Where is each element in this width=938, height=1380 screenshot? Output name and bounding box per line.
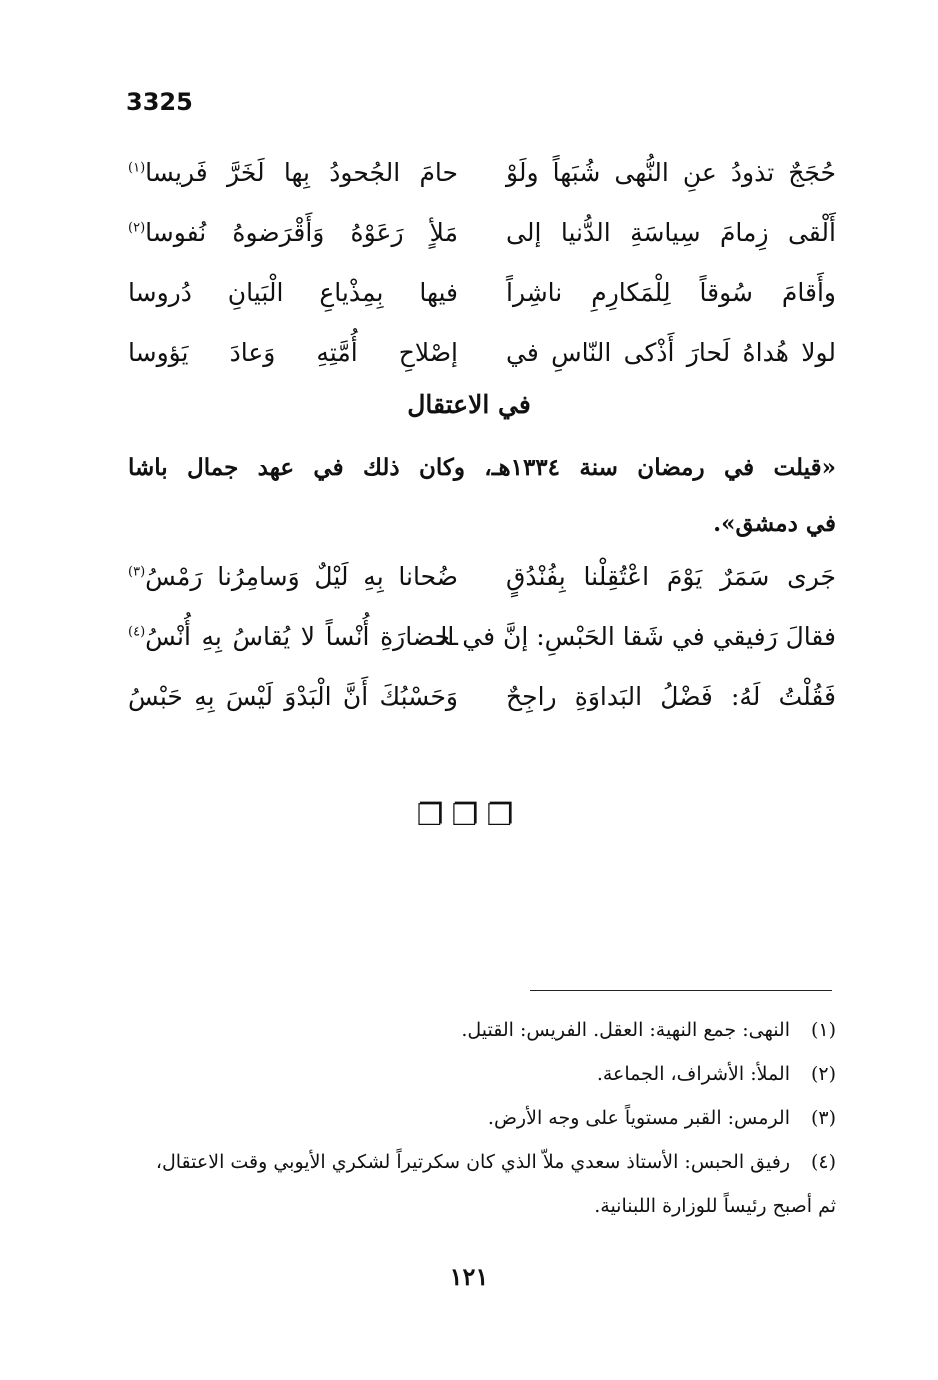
page-number-top: 3325 — [126, 88, 193, 116]
footnote — [120, 1052, 836, 1096]
verse — [128, 546, 836, 606]
intro-line: «قيلت في رمضان سنة ١٣٣٤هـ، وكان ذلك في عهد جمال باشا — [128, 454, 836, 481]
footnote-number: (٣) — [810, 1107, 836, 1129]
section-title: في الاعتقال — [407, 390, 531, 419]
verse — [128, 142, 836, 202]
hemistich-first: جَرى سَمَرٌ يَوْمَ اعْتُقِلْنا بِفُنْدُقٍ — [506, 561, 836, 591]
verse — [128, 666, 836, 726]
footnote-number: (٤) — [810, 1151, 836, 1173]
footnote-text: رفيق الحبس: الأستاذ سعدي ملاّ الذي كان سكرتيراً لشكري الأيوبي وقت الاعتقال، — [155, 1151, 790, 1173]
hemistich-first: لولا هُداهُ لَحارَ أَذْكى النّاسِ في — [506, 337, 836, 367]
footnote — [120, 1008, 836, 1052]
hemistich-first: حُجَجٌ تذودُ عنِ النُّهى شُبَهاً ولَوْ — [506, 157, 836, 187]
verse — [128, 606, 836, 666]
footnote-marker: (٣) — [128, 564, 146, 580]
poem-second — [128, 546, 836, 726]
poem-first — [128, 142, 836, 382]
footnote-text: الملأ: الأشراف، الجماعة. — [596, 1063, 790, 1085]
hemistich-second: ـحضارَةِ أُنْساً لا يُقاسُ بِهِ أُنْسُ — [145, 621, 458, 651]
footnote-number: (١) — [810, 1019, 836, 1041]
footnote — [120, 1096, 836, 1140]
hemistich-second: إصْلاحِ أُمَّتِهِ وَعادَ يَؤوسا — [128, 337, 458, 367]
hemistich-first: وأَقامَ سُوقاً لِلْمَكارِمِ ناشِراً — [506, 277, 836, 307]
intro-line: في دمشق». — [713, 510, 836, 537]
hemistich-first: أَلْقى زِمامَ سِياسَةِ الدُّنيا إلى — [506, 217, 836, 247]
footnotes — [120, 1008, 836, 1228]
footnote-marker: (٢) — [128, 220, 146, 236]
footnote-text: الرمس: القبر مستوياً على وجه الأرض. — [487, 1107, 790, 1129]
hemistich-second: فيها بِمِذْياعِ الْبَيانِ دُروسا — [128, 277, 458, 307]
footnote-marker: (٤) — [128, 624, 146, 640]
section-separator: ❐❐❐ — [416, 798, 522, 833]
footnote-text: النهى: جمع النهية: العقل. الفريس: القتيل. — [461, 1019, 790, 1041]
hemistich-second: ضُحانا بِهِ لَيْلٌ وَسامِرُنا رَمْسُ — [145, 561, 458, 591]
hemistich-first: فقالَ رَفيقي في شَقا الحَبْسِ: إنَّ في الـ — [432, 621, 836, 651]
footnote — [120, 1140, 836, 1184]
hemistich-second: حامَ الجُحودُ بِها لَخَرَّ فَريسا — [145, 157, 458, 187]
footnote-divider — [530, 990, 832, 991]
verse — [128, 322, 836, 382]
verse — [128, 262, 836, 322]
footnote-continuation: ثم أصبح رئيساً للوزارة اللبنانية. — [594, 1195, 836, 1217]
intro-paragraph — [128, 440, 836, 552]
footnote-number: (٢) — [810, 1063, 836, 1085]
hemistich-second: مَلأٍ رَعَوْهُ وَأَقْرَضوهُ نُفوسا — [145, 217, 458, 247]
hemistich-first: فَقُلْتُ لَهُ: فَضْلُ البَداوَةِ راجِحٌ — [506, 681, 836, 711]
footnote-marker: (١) — [128, 160, 146, 176]
hemistich-second: وَحَسْبُكَ أَنَّ الْبَدْوَ لَيْسَ بِهِ حَبْسُ — [128, 681, 458, 711]
verse — [128, 202, 836, 262]
page-number-bottom: ١٢١ — [449, 1262, 489, 1291]
